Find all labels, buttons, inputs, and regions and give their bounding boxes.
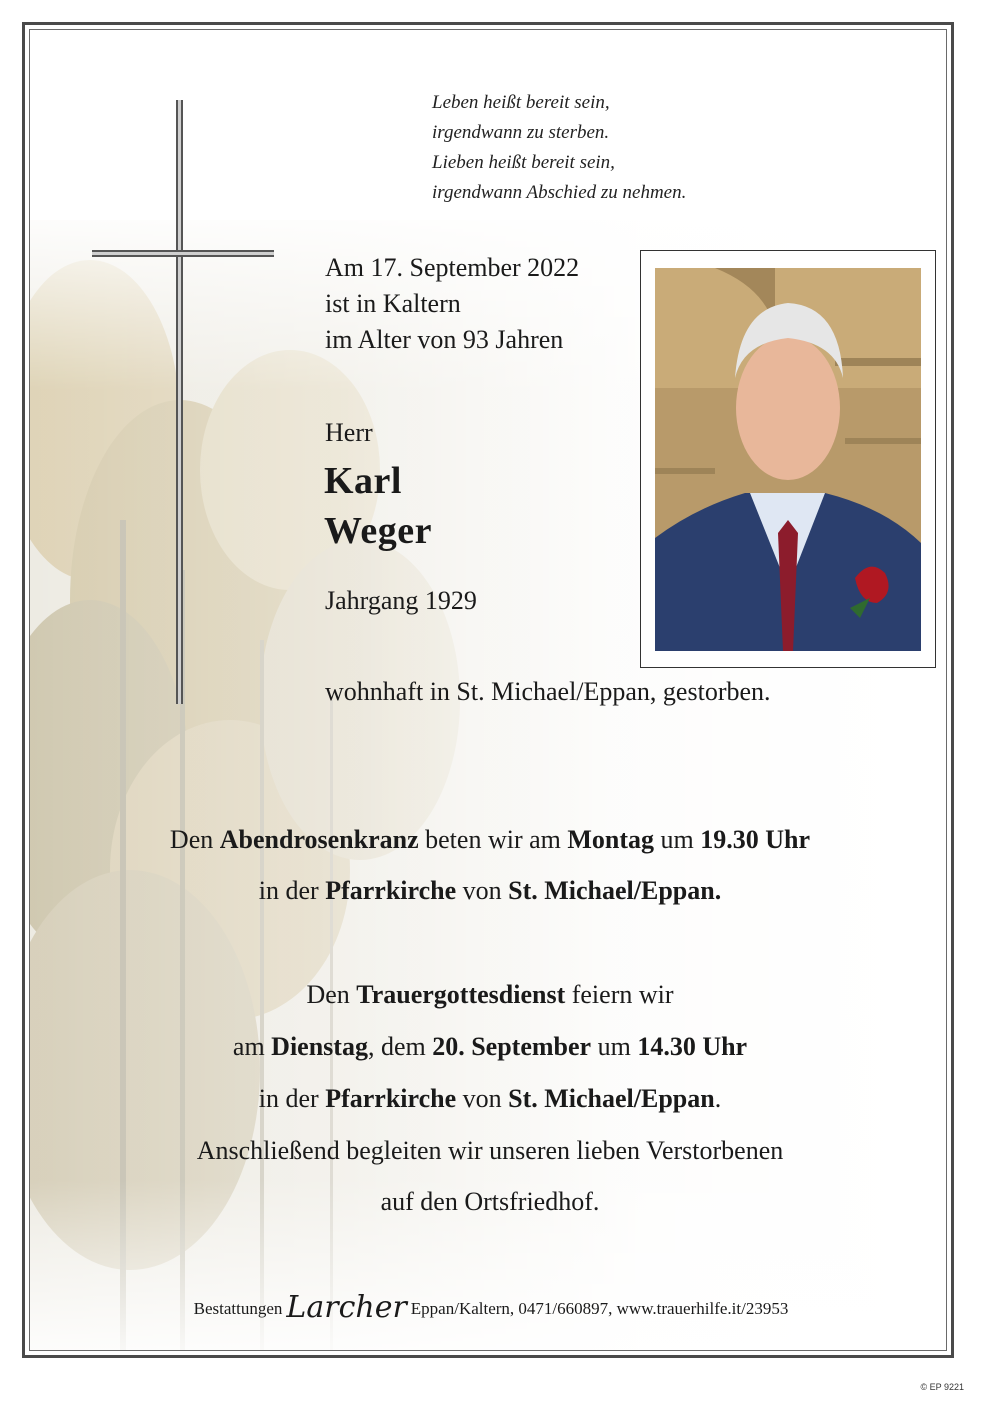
birth-year: Jahrgang 1929 [325, 586, 477, 615]
footer-details: Eppan/Kaltern, 0471/660897, www.trauerhilfe.it/23953 [410, 1299, 789, 1318]
funeral-line-3: in der Pfarrkirche von St. Michael/Eppan. [258, 1084, 722, 1113]
portrait-photo [655, 268, 921, 651]
cross-icon-horizontal [92, 250, 274, 257]
quote-line: Leben heißt bereit sein, [432, 92, 610, 113]
death-notice-intro [325, 250, 579, 358]
funeral-line-2: am Dienstag, dem 20. September um 14.30 Uhr [232, 1032, 748, 1061]
funeral-home-logo: Larcher [286, 1290, 407, 1325]
footer-prefix: Bestattungen [193, 1299, 283, 1318]
deceased-name [324, 456, 432, 556]
quote-line: irgendwann zu sterben. [432, 122, 610, 143]
memorial-quote [432, 88, 852, 208]
rosary-line-2: in der Pfarrkirche von St. Michael/Eppan. [258, 876, 722, 905]
quote-line: irgendwann Abschied zu nehmen. [432, 182, 687, 203]
last-name: Weger [324, 510, 433, 552]
funeral-line-4: Anschließend begleiten wir unseren lieben Verstorbenen [196, 1136, 784, 1165]
quote-line: Lieben heißt bereit sein, [432, 152, 615, 173]
rosary-line-1: Den Abendrosenkranz beten wir am Montag um 19.30 Uhr [169, 825, 811, 854]
residence-line: wohnhaft in St. Michael/Eppan, gestorben. [325, 677, 771, 706]
portrait-frame [640, 250, 936, 668]
funeral-line-5: auf den Ortsfriedhof. [380, 1187, 600, 1216]
cross-icon-vertical [176, 100, 183, 704]
intro-line: im Alter von 93 Jahren [325, 325, 564, 354]
funeral-line-1: Den Trauergottesdienst feiern wir [306, 980, 674, 1009]
first-name: Karl [324, 460, 402, 502]
print-code: © EP 9221 [920, 1382, 964, 1392]
salutation: Herr [325, 418, 373, 447]
intro-line: ist in Kaltern [325, 289, 461, 318]
funeral-home-footer [0, 1290, 982, 1325]
intro-line: Am 17. September 2022 [325, 253, 580, 282]
